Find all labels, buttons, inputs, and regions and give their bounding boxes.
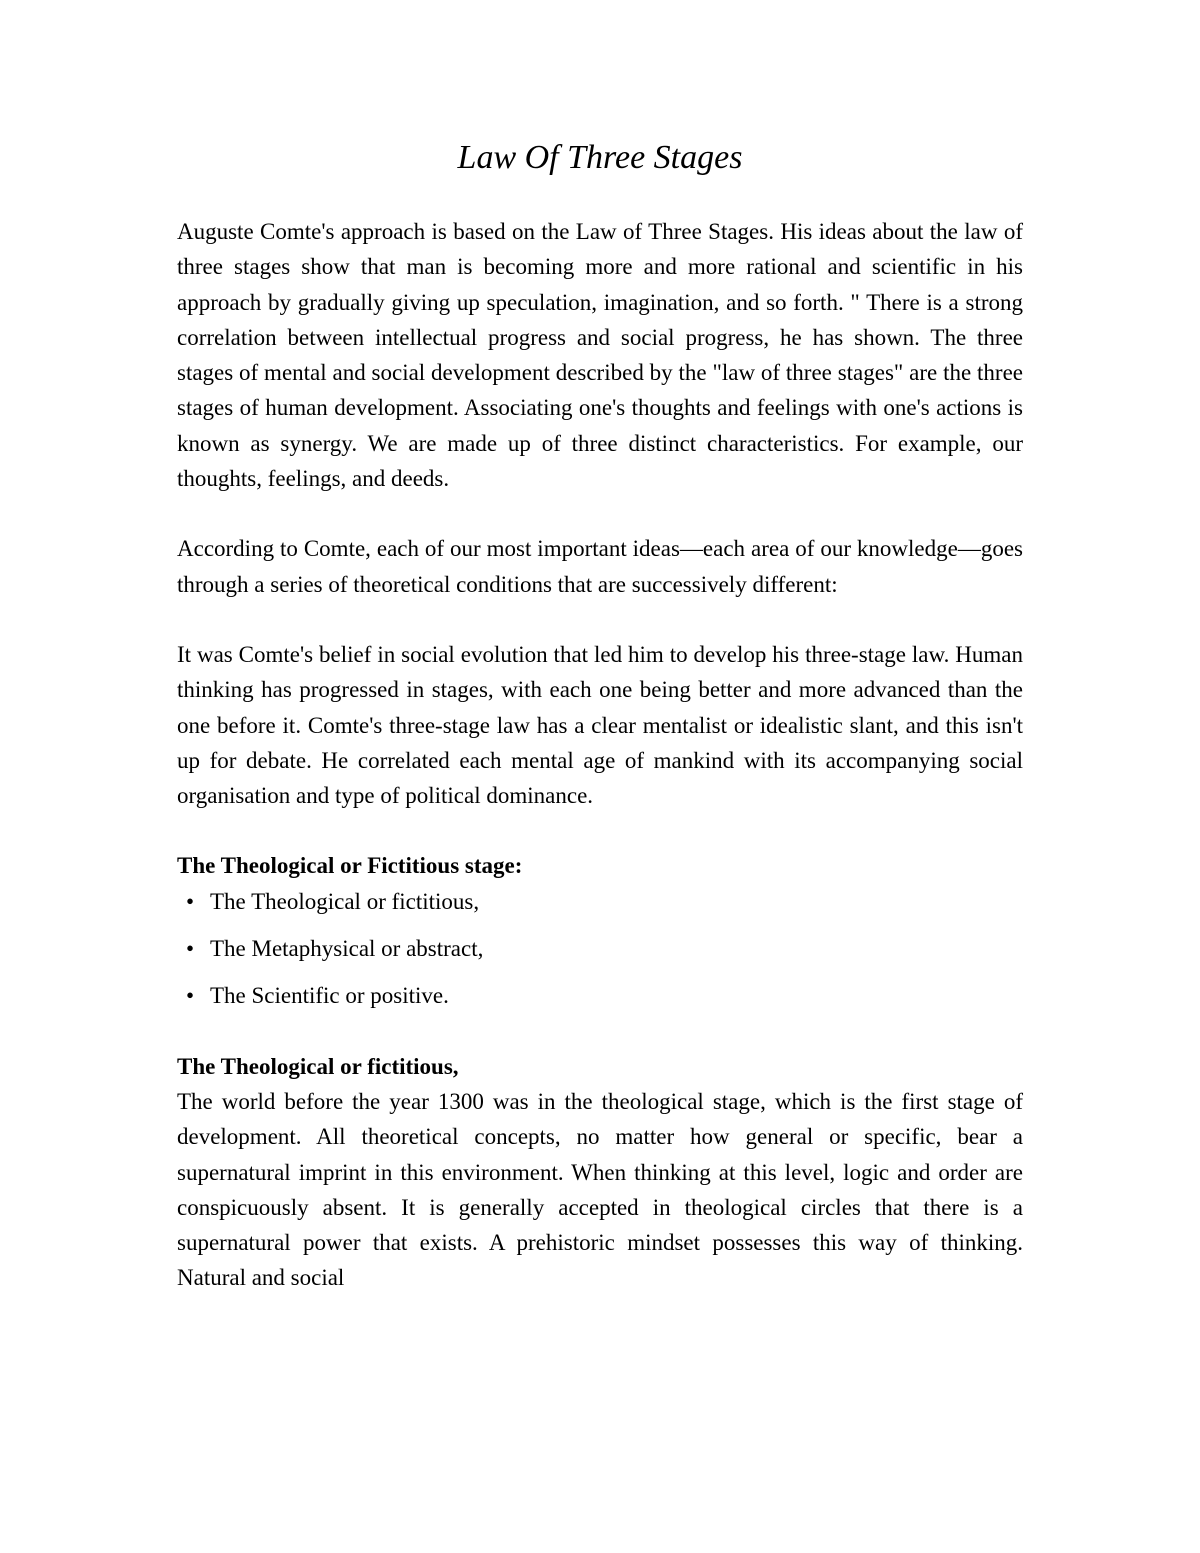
list-item-text: The Scientific or positive.: [210, 983, 449, 1009]
social-evolution-paragraph: It was Comte's belief in social evolution that led him to develop his three-stage law. Human thinking has progressed in stages, with each one being better and more advanced than the one before it. Comte's three-stage law has a clear mentalist or idealistic slant, and this isn't up for debate. He correlated each mental age of mankind with its accompanying social organisation and type of political dominance.: [177, 641, 1023, 809]
section-heading: The Theological or fictitious,: [177, 1053, 459, 1079]
bullet-icon: •: [186, 983, 195, 1009]
list-item-text: The Theological or fictitious,: [210, 888, 480, 914]
paragraph-spacer: [177, 813, 1023, 848]
document-title: Law Of Three Stages: [457, 139, 743, 176]
paragraph-spacer: [177, 496, 1023, 531]
bullet-icon: •: [186, 936, 195, 962]
stages-list: [177, 884, 1023, 1014]
stages-heading: The Theological or Fictitious stage:: [177, 853, 523, 879]
list-item: [177, 978, 1023, 1013]
list-item: [177, 931, 1023, 966]
bullet-icon: •: [186, 888, 195, 914]
comte-ideas-paragraph: According to Comte, each of our most important ideas—each area of our knowledge—goes through a series of theoretical conditions that are successively different:: [177, 536, 1023, 597]
paragraph-spacer: [177, 1014, 1023, 1049]
document-body: [177, 214, 1023, 1296]
list-item-text: The Metaphysical or abstract,: [210, 936, 484, 962]
paragraph-spacer: [177, 602, 1023, 637]
theological-stage-paragraph: The world before the year 1300 was in the theological stage, which is the first stage of development. All theoretical concepts, no matter how general or specific, bear a supernatural imprint in this environment. When thinking at this level, logic and order are conspicuously absent. It is generally accepted in theological circles that there is a supernatural power that exists. A prehistoric mindset possesses this way of thinking. Natural and social: [177, 1088, 1023, 1291]
intro-paragraph: Auguste Comte's approach is based on the Law of Three Stages. His ideas about the law of three stages show that man is becoming more and more rational and scientific in his approach by gradually giving up speculation, imagination, and so forth. " There is a strong correlation between intellectual progress and social progress, he has shown. The three stages of mental and social development described by the "law of three stages" are the three stages of human development. Associating one's thoughts and feelings with one's actions is known as synergy. We are made up of three distinct characteristics. For example, our thoughts, feelings, and deeds.: [177, 219, 1023, 492]
list-item: [177, 884, 1023, 919]
